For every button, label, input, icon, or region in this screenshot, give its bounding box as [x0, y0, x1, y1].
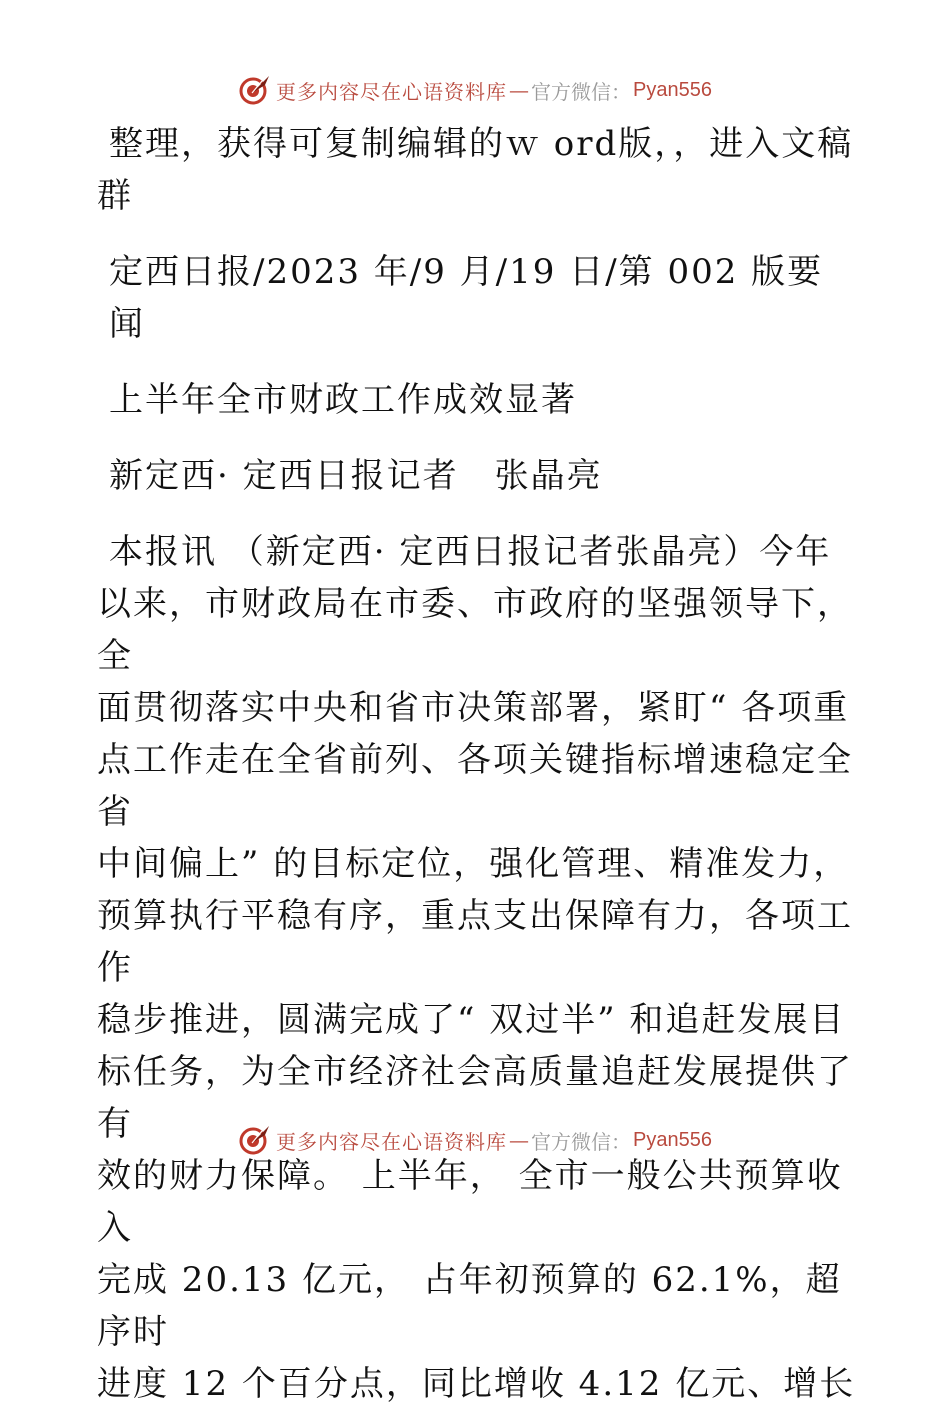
body-line: 稳步推进，圆满完成了“ 双过半” 和追赶发展目 [97, 1000, 846, 1040]
body-line: 点工作走在全省前列、各项关键指标增速稳定全省 [97, 740, 853, 832]
watermark-wechat-id: Pyan556 [633, 78, 712, 101]
watermark-label: 官方微信： [531, 79, 632, 104]
watermark-text: 更多内容尽在心语资料库 [276, 1129, 508, 1154]
watermark-dash: — [509, 78, 530, 102]
watermark-dash: — [509, 1128, 530, 1152]
byline: 新定西· 定西日报记者 张晶亮 [109, 456, 603, 496]
body-line: 本报讯 （新定西· 定西日报记者张晶亮）今年 [109, 532, 832, 572]
body-line: 标任务，为全市经济社会高质量追赶发展提供了有 [97, 1052, 853, 1144]
body-line: 效的财力保障。 上半年， 全市一般公共预算收入 [97, 1156, 843, 1248]
body-line: 以来，市财政局在市委、市政府的坚强领导下，全 [97, 584, 853, 676]
intro-line-1: 整理，获得可复制编辑的ｗ ord版，，进入文稿 [109, 124, 854, 164]
headline: 上半年全市财政工作成效显著 [109, 380, 577, 420]
document-body [97, 118, 857, 1410]
body-line: 中间偏上” 的目标定位，强化管理、精准发力， [97, 844, 850, 884]
header-watermark [0, 70, 950, 110]
footer-watermark [0, 1120, 950, 1160]
watermark-label: 官方微信： [531, 1129, 632, 1154]
body-line: 进度 12 个百分点，同比增收 4.12 亿元、增长 [97, 1364, 856, 1404]
quill-logo-icon [238, 1123, 272, 1157]
watermark-text: 更多内容尽在心语资料库 [276, 79, 508, 104]
watermark-wechat-id: Pyan556 [633, 1128, 712, 1151]
quill-logo-icon [238, 73, 272, 107]
article-paragraph [97, 526, 857, 1410]
intro-line-2: 群 [97, 176, 133, 216]
body-line: 完成 20.13 亿元， 占年初预算的 62.1%，超序时 [97, 1260, 842, 1352]
body-line: 面贯彻落实中央和省市决策部署，紧盯“ 各项重 [97, 688, 850, 728]
source-line: 定西日报/2023 年/9 月/19 日/第 002 版要闻 [109, 252, 824, 344]
body-line: 预算执行平稳有序，重点支出保障有力，各项工作 [97, 896, 853, 988]
